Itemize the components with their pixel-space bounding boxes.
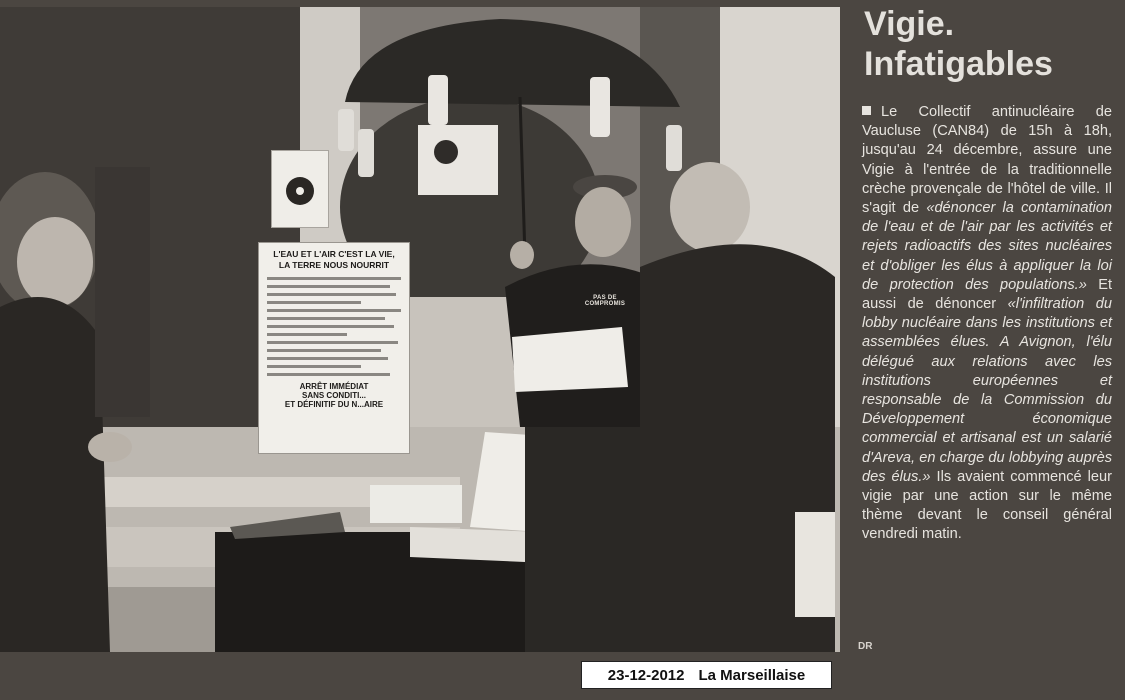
quote-lobby: «l'infiltration du lobby nucléaire dans les institutions et assemblées élues. A Avignon, l'élu délégué aux relations avec les institutions européennes et responsable de la Commission du Développement économique commercial et artisanal est un salarié d'Areva, en charge du lobbying auprès des élus.» [862,296,1112,485]
radiation-icon [272,151,328,227]
anti-nuclear-banner [271,150,329,228]
placard-slogan: ARRÊT IMMÉDIAT SANS CONDITI... ET DÉFINITIF DU N...AIRE [284,382,384,409]
quote-contamination: «dénoncer la contamination de l'eau et de l'air par les activités et rejets radioactifs des sites nucléaires et d'obliger les élus à appliquer la loi de protection des populations.» [862,200,1112,293]
square-bullet-icon [862,106,871,115]
source-caption [581,661,832,689]
caption-source: La Marseillaise [698,666,806,684]
article-headline: Vigie. Infatigables [864,5,1053,83]
placard-body-text [267,277,401,376]
tshirt-slogan: PAS DE COMPROMIS [584,295,626,307]
caption-date: 23-12-2012 [607,666,685,684]
photo-illustration [0,7,840,652]
photo-credit: DR [858,641,873,652]
protest-placard [258,242,410,454]
article-body: Le Collectif antinucléaire de Vaucluse (CAN84) de 15h à 18h, jusqu'au 24 décembre, assure une Vigie à l'entrée de la traditionnelle crèche provençale de l'hôtel de ville. Il s'agit de «dénoncer la contamination de l'eau et de l'air par les activités et rejets radioactifs des sites nucléaires et d'obliger les élus à appliquer la loi de protection des populations.» Et aussi de dénoncer «l'infiltration du lobby nucléaire dans les institutions et assemblées élues. A Avignon, l'élu délégué aux relations avec les institutions européennes et responsable de la Commission du Développement économique commercial et artisanal est un salarié d'Areva, en charge du lobbying auprès des élus.» Ils avaient commencé leur vigie par une action sur le même thème devant le conseil général vendredi matin. [862,104,1112,543]
placard-headline: L'EAU ET L'AIR C'EST LA VIE, LA TERRE NOUS NOURRIT [273,249,395,270]
press-photo [0,7,840,652]
